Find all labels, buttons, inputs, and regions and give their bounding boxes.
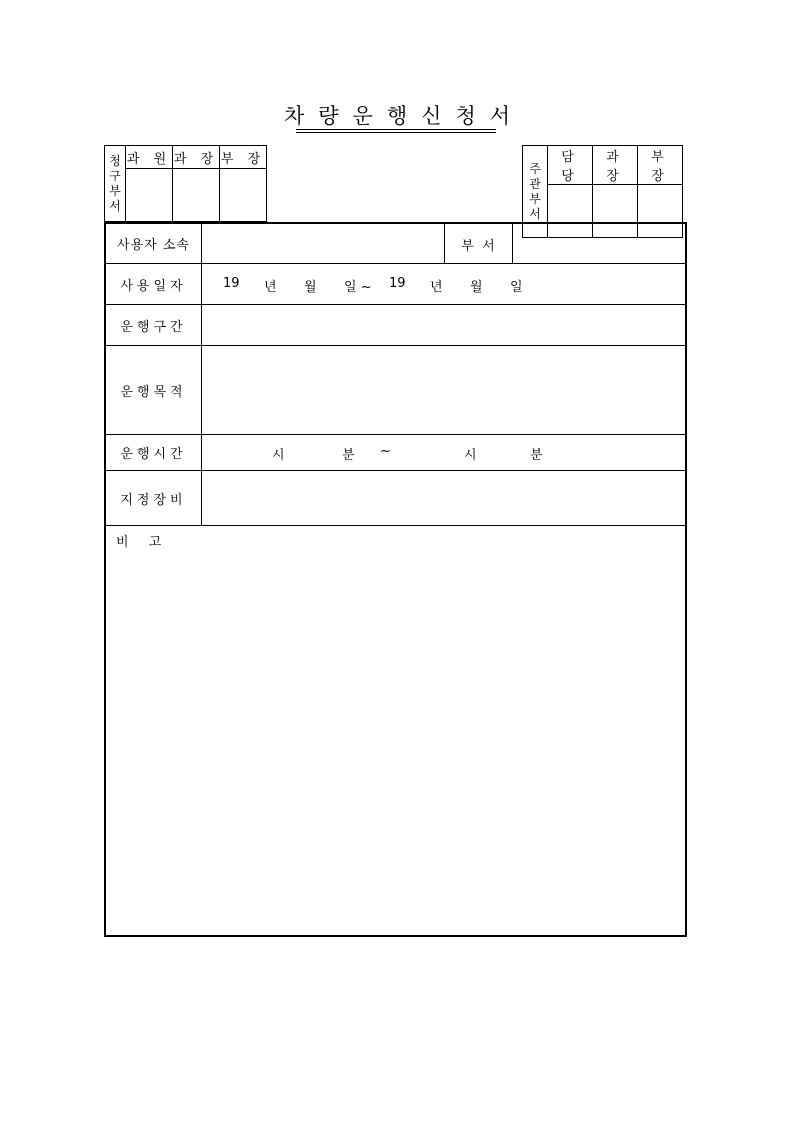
usage-date-field[interactable] — [202, 264, 685, 304]
day-unit: 일 ~ — [344, 280, 372, 295]
label-char: 주 — [529, 161, 541, 176]
title-char: 량 — [318, 104, 339, 128]
row-purpose — [106, 346, 685, 435]
approval-header-staff: 담 당 — [548, 146, 593, 185]
request-approval-box — [104, 145, 267, 222]
remarks-field[interactable] — [106, 554, 685, 935]
signature-cell[interactable] — [220, 169, 267, 222]
hour-unit: 시 — [464, 448, 477, 463]
day-unit: 일 — [510, 280, 523, 295]
hour-unit: 시 — [272, 448, 285, 463]
title-underline — [296, 129, 496, 133]
application-form — [104, 222, 687, 937]
label-char: 구 — [109, 168, 121, 183]
equipment-label: 지정장비 — [106, 471, 202, 525]
approval-header-dept-head: 부 장 — [638, 146, 683, 185]
approval-header-dept-head: 부 장 — [220, 146, 267, 169]
document-title — [250, 100, 544, 130]
title-char: 청 — [455, 104, 476, 128]
row-route — [106, 305, 685, 346]
month-unit: 월 — [304, 280, 317, 295]
remarks-label: 비 고 — [116, 535, 170, 550]
approval-header-clerk: 과 원 — [126, 146, 173, 169]
title-char: 차 — [283, 104, 305, 128]
title-char: 신 — [421, 104, 442, 128]
signature-cell[interactable] — [173, 169, 220, 222]
request-dept-label — [105, 146, 126, 222]
label-char: 부 — [109, 183, 121, 198]
route-field[interactable] — [202, 305, 685, 345]
route-label: 운행구간 — [106, 305, 202, 345]
label-char: 청 — [109, 153, 121, 168]
usage-date-label: 사용일자 — [106, 264, 202, 304]
equipment-field[interactable] — [202, 471, 685, 525]
signature-cell[interactable] — [126, 169, 173, 222]
year-unit: 년 — [264, 280, 277, 295]
time-label: 운행시간 — [106, 435, 202, 470]
row-time — [106, 435, 685, 471]
title-char: 서 — [489, 104, 511, 128]
month-unit: 월 — [470, 280, 483, 295]
label-char: 관 — [529, 176, 541, 191]
approval-header-section-chief: 과 장 — [173, 146, 220, 169]
time-field[interactable] — [202, 435, 685, 470]
tilde: ~ — [380, 444, 391, 459]
department-label: 부 서 — [461, 239, 495, 254]
purpose-field[interactable] — [202, 346, 685, 434]
title-char: 운 — [352, 104, 373, 128]
department-field[interactable] — [513, 224, 685, 263]
year-prefix: 19 — [223, 276, 240, 291]
label-char: 서 — [109, 198, 121, 213]
label-char: 부 — [529, 191, 541, 206]
minute-unit: 분 — [530, 448, 543, 463]
row-affiliation — [106, 224, 685, 264]
year-prefix: 19 — [389, 276, 406, 291]
row-usage-date — [106, 264, 685, 305]
minute-unit: 분 — [342, 448, 355, 463]
purpose-label: 운행목적 — [106, 346, 202, 434]
row-equipment — [106, 471, 685, 526]
year-unit: 년 — [430, 280, 443, 295]
approval-header-section-chief: 과 장 — [593, 146, 638, 185]
label-char: 서 — [529, 206, 541, 221]
affiliation-label: 사용자 소속 — [106, 224, 202, 263]
title-char: 행 — [386, 104, 408, 128]
